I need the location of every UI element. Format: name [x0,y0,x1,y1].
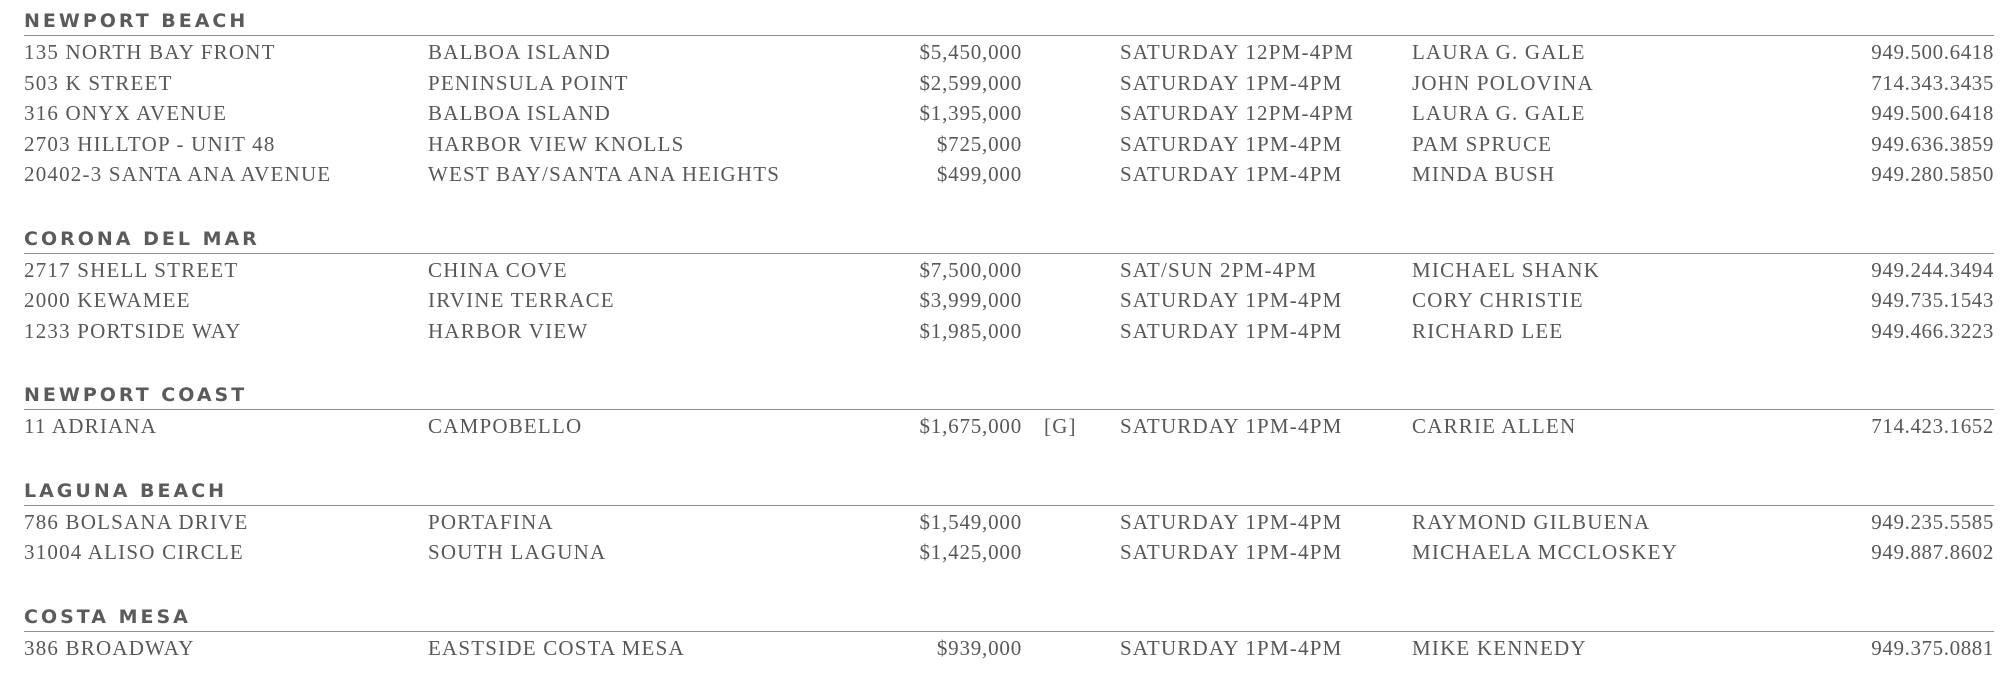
listing-agent: CARRIE ALLEN [1412,414,1577,438]
listing-phone: 949.636.3859 [1871,131,1994,156]
listing-price: $1,425,000 [919,540,1022,564]
listing-agent: MINDA BUSH [1412,162,1556,186]
listing-rows [24,254,1994,346]
listing-agent: MICHAEL SHANK [1412,257,1601,282]
listing-price: $1,395,000 [919,101,1022,125]
listing-open-house-time: SATURDAY 1PM-4PM [1120,70,1343,95]
listing-row [24,128,1994,159]
listing-address: 386 BROADWAY [24,635,195,660]
listing-neighborhood: IRVINE TERRACE [428,288,615,312]
listing-price: $1,675,000 [919,414,1022,438]
listing-agent: PAM SPRUCE [1412,131,1553,156]
listing-open-house-time: SATURDAY 1PM-4PM [1120,414,1343,438]
listing-neighborhood: HARBOR VIEW KNOLLS [428,131,685,156]
listing-price: $2,599,000 [919,70,1022,95]
listing-neighborhood: WEST BAY/SANTA ANA HEIGHTS [428,162,781,186]
listing-address: 2000 KEWAMEE [24,288,191,312]
listing-open-house-time: SATURDAY 1PM-4PM [1120,318,1343,343]
listing-neighborhood: EASTSIDE COSTA MESA [428,635,685,660]
listing-row [24,315,1994,346]
listing-phone: 949.235.5585 [1871,509,1994,534]
listing-price: $5,450,000 [919,40,1022,64]
listing-row [24,506,1994,537]
city-heading: NEWPORT COAST [24,374,1994,410]
listing-phone: 949.500.6418 [1871,40,1994,64]
listing-neighborhood: SOUTH LAGUNA [428,540,607,564]
listing-address: 31004 ALISO CIRCLE [24,540,244,564]
city-heading: NEWPORT BEACH [24,0,1994,36]
listing-address: 11 ADRIANA [24,414,158,438]
listing-open-house-time: SATURDAY 1PM-4PM [1120,509,1343,534]
listing-agent: RICHARD LEE [1412,318,1564,343]
listing-price: $3,999,000 [919,288,1022,312]
listing-address: 503 K STREET [24,70,173,95]
listing-phone: 949.887.8602 [1871,540,1994,564]
listing-neighborhood: CAMPOBELLO [428,414,583,438]
listing-phone: 949.375.0881 [1871,635,1994,660]
listing-agent: LAURA G. GALE [1412,40,1586,64]
listing-price: $499,000 [936,162,1022,186]
listing-agent: JOHN POLOVINA [1412,70,1594,95]
listing-agent: CORY CHRISTIE [1412,288,1584,312]
listing-row [24,410,1994,441]
listing-neighborhood: BALBOA ISLAND [428,101,612,125]
listing-row [24,97,1994,128]
listing-open-house-time: SATURDAY 1PM-4PM [1120,540,1343,564]
listing-neighborhood: CHINA COVE [428,257,568,282]
listing-row [24,158,1994,189]
open-house-listings [24,0,1994,662]
city-section [24,218,1994,346]
listing-price: $1,985,000 [919,318,1022,343]
city-section [24,374,1994,441]
listing-row [24,36,1994,67]
listing-open-house-time: SATURDAY 1PM-4PM [1120,635,1343,660]
listing-row [24,254,1994,285]
listing-phone: 949.466.3223 [1871,318,1994,343]
listing-price: $7,500,000 [919,257,1022,282]
listing-rows [24,410,1994,441]
listing-row [24,632,1994,663]
listing-rows [24,36,1994,189]
listing-price: $1,549,000 [919,509,1022,534]
listing-neighborhood: PORTAFINA [428,509,554,534]
listing-phone: 714.343.3435 [1871,70,1994,95]
listing-open-house-time: SATURDAY 1PM-4PM [1120,162,1343,186]
listing-address: 20402-3 SANTA ANA AVENUE [24,162,332,186]
listing-row [24,536,1994,567]
listing-address: 2717 SHELL STREET [24,257,239,282]
listing-row [24,284,1994,315]
city-section [24,596,1994,663]
listing-agent: MIKE KENNEDY [1412,635,1587,660]
city-heading: COSTA MESA [24,596,1994,632]
listing-address: 316 ONYX AVENUE [24,101,228,125]
listing-rows [24,632,1994,663]
listing-agent: MICHAELA MCCLOSKEY [1412,540,1679,564]
listing-phone: 949.500.6418 [1871,101,1994,125]
listing-phone: 949.280.5850 [1871,162,1994,186]
listing-open-house-time: SATURDAY 1PM-4PM [1120,131,1343,156]
listing-open-house-time: SAT/SUN 2PM-4PM [1120,257,1318,282]
listing-neighborhood: PENINSULA POINT [428,70,629,95]
listing-address: 786 BOLSANA DRIVE [24,509,249,534]
city-section [24,0,1994,189]
listing-open-house-time: SATURDAY 1PM-4PM [1120,288,1343,312]
listing-phone: 714.423.1652 [1871,414,1994,438]
listing-address: 1233 PORTSIDE WAY [24,318,242,343]
listing-neighborhood: HARBOR VIEW [428,318,589,343]
city-heading: CORONA DEL MAR [24,218,1994,254]
listing-address: 2703 HILLTOP - UNIT 48 [24,131,276,156]
listing-agent: LAURA G. GALE [1412,101,1586,125]
listing-address: 135 NORTH BAY FRONT [24,40,276,64]
listing-price: $725,000 [936,131,1022,156]
listing-note: [G] [1044,414,1077,438]
listing-agent: RAYMOND GILBUENA [1412,509,1651,534]
listing-phone: 949.735.1543 [1871,288,1994,312]
city-section [24,470,1994,567]
listing-neighborhood: BALBOA ISLAND [428,40,612,64]
city-heading: LAGUNA BEACH [24,470,1994,506]
listing-open-house-time: SATURDAY 12PM-4PM [1120,40,1355,64]
listing-phone: 949.244.3494 [1871,257,1994,282]
listing-open-house-time: SATURDAY 12PM-4PM [1120,101,1355,125]
listing-row [24,67,1994,98]
listing-rows [24,506,1994,567]
listing-price: $939,000 [936,635,1022,660]
